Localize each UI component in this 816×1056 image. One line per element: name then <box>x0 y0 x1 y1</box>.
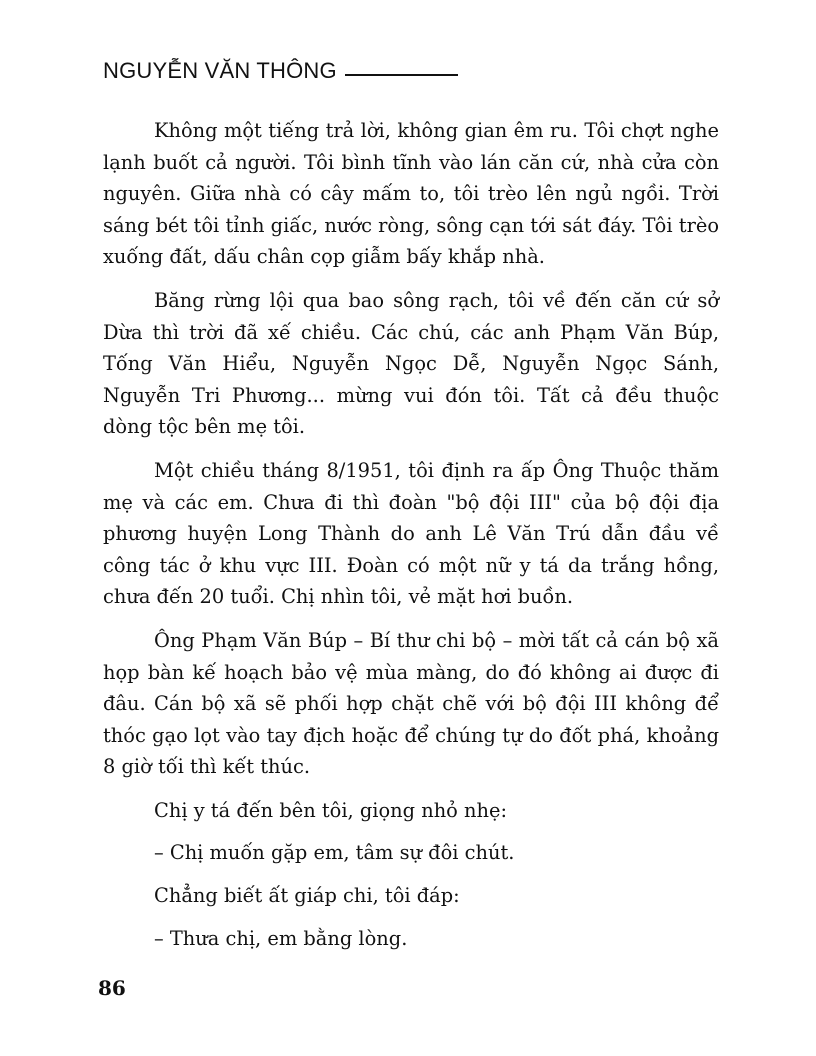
page-body <box>103 115 719 965</box>
dialogue-line-reply: – Thưa chị, em bằng lòng. <box>154 926 408 950</box>
paragraph-2: Băng rừng lội qua bao sông rạch, tôi về đến căn cứ sở Dừa thì trời đã xế chiều. Các chú, các anh Phạm Văn Búp, Tống Văn Hiểu, Nguyễn Ngọc Dễ, Nguyễn Ngọc Sánh, Nguyễn Tri Phương... mừng vui đón tôi. Tất cả đều thuộc dòng tộc bên mẹ tôi. <box>103 288 719 439</box>
dialogue-line-nurse: – Chị muốn gặp em, tâm sự đôi chút. <box>154 841 515 865</box>
dialogue-narration-line: Chẳng biết ất giáp chi, tôi đáp: <box>154 884 460 908</box>
paragraph-1: Không một tiếng trả lời, không gian êm ru. Tôi chợt nghe lạnh buốt cả người. Tôi bình tĩnh vào lán căn cứ, nhà cửa còn nguyên. Giữa nhà có cây mấm to, tôi trèo lên ngủ ngồi. Trời sáng bét tôi tỉnh giấc, nước ròng, sông cạn tới sát đáy. Tôi trèo xuống đất, dấu chân cọp giẫm bấy khắp nhà. <box>103 119 719 269</box>
page-number: 86 <box>98 976 126 1000</box>
running-header <box>103 58 458 84</box>
paragraph-3: Một chiều tháng 8/1951, tôi định ra ấp Ông Thuộc thăm mẹ và các em. Chưa đi thì đoàn "bộ đội III" của bộ đội địa phương huyện Long Thành do anh Lê Văn Trú dẫn đầu về công tác ở khu vực III. Đoàn có một nữ y tá da trắng hồng, chưa đến 20 tuổi. Chị nhìn tôi, vẻ mặt hơi buồn. <box>103 458 719 609</box>
running-header-title: NGUYỄN VĂN THÔNG <box>103 58 337 83</box>
header-rule <box>345 74 458 76</box>
dialogue-intro-line: Chị y tá đến bên tôi, giọng nhỏ nhẹ: <box>154 798 508 822</box>
paragraph-4: Ông Phạm Văn Búp – Bí thư chi bộ – mời tất cả cán bộ xã họp bàn kế hoạch bảo vệ mùa màng, do đó không ai được đi đâu. Cán bộ xã sẽ phối hợp chặt chẽ với bộ đội III không để thóc gạo lọt vào tay địch hoặc để chúng tự do đốt phá, khoảng 8 giờ tối thì kết thúc. <box>103 628 719 779</box>
